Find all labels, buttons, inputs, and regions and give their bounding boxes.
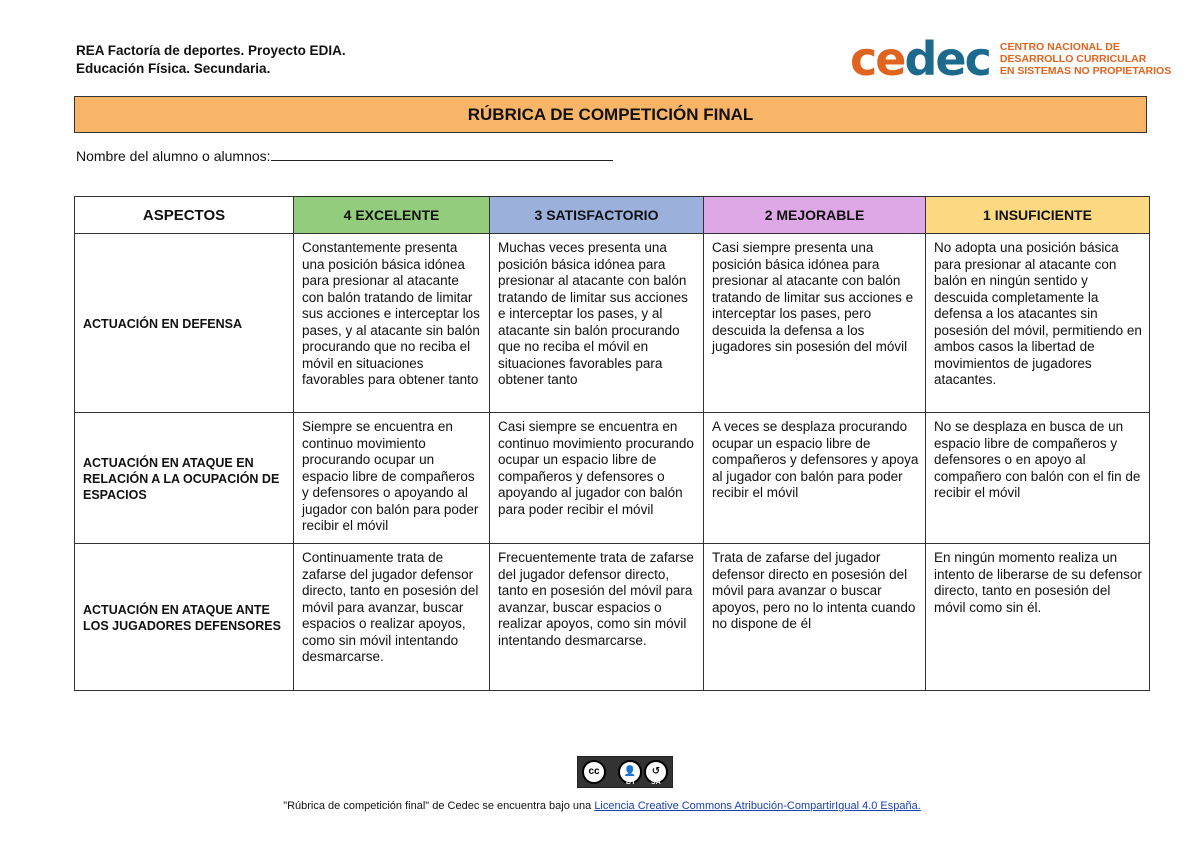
student-name-field	[76, 147, 613, 164]
criteria-cell-1: No adopta una posición básica para presionar al atacante con balón en ningún sentido y descuida completamente la defensa a los atacantes sin posesión del móvil, permitiendo en ambos casos la libertad de movimientos de jugadores atacantes.	[926, 234, 1150, 413]
header-mejorable: 2 MEJORABLE	[704, 197, 926, 234]
document-header	[76, 42, 346, 78]
criteria-cell-3: Casi siempre se encuentra en continuo movimiento procurando ocupar un espacio libre de compañeros y defensores o apoyando al jugador con balón para poder recibir el móvil	[490, 413, 704, 544]
criteria-cell-1: En ningún momento realiza un intento de liberarse de su defensor directo, tanto en posesión del móvil como sin él.	[926, 544, 1150, 691]
rubric-row-ataque-defensores	[75, 544, 1150, 691]
aspect-cell: ACTUACIÓN EN DEFENSA	[75, 234, 294, 413]
header-line-2: Educación Física. Secundaria.	[76, 61, 271, 76]
logo-sub-line-2: DESARROLLO CURRICULAR	[999, 53, 1147, 65]
header-insuficiente: 1 INSUFICIENTE	[926, 197, 1150, 234]
cedec-logo-word	[850, 34, 990, 84]
cedec-logo	[850, 34, 1171, 84]
criteria-cell-2: Casi siempre presenta una posición básica idónea para presionar al atacante con balón tratando de limitar sus acciones e interceptar los pases, pero descuida la defensa a los jugadores sin posesión del móvil	[704, 234, 926, 413]
aspect-cell: ACTUACIÓN EN ATAQUE ANTE LOS JUGADORES DEFENSORES	[75, 544, 294, 691]
aspect-cell: ACTUACIÓN EN ATAQUE EN RELACIÓN A LA OCUPACIÓN DE ESPACIOS	[75, 413, 294, 544]
cedec-logo-subtitle	[1000, 41, 1171, 77]
logo-word-part-1: ce	[850, 32, 905, 86]
rubric-row-ocupacion-espacios	[75, 413, 1150, 544]
criteria-cell-2: A veces se desplaza procurando ocupar un espacio libre de compañeros y defensores y apoya al jugador con balón para poder recibir el móvil	[704, 413, 926, 544]
criteria-cell-3: Muchas veces presenta una posición básica idónea para presionar al atacante con balón tratando de limitar sus acciones e interceptar los pases, y al atacante sin balón procurando que no reciba el móvil en situaciones favorables para obtener tanto	[490, 234, 704, 413]
badge-sa-label: SA	[651, 779, 661, 786]
license-text: "Rúbrica de competición final" de Cedec se encuentra bajo una	[283, 800, 595, 812]
badge-by-label: BY	[626, 779, 636, 786]
license-link[interactable]: Licencia Creative Commons Atribución-CompartirIgual 4.0 España.	[594, 800, 921, 812]
student-name-blank-line	[271, 147, 613, 161]
share-alike-icon: ↺	[644, 760, 668, 784]
rubric-table	[74, 196, 1150, 691]
rubric-header-row	[75, 197, 1150, 234]
logo-sub-line-1: CENTRO NACIONAL DE	[999, 41, 1120, 53]
cc-by-sa-badge	[577, 756, 673, 788]
header-excelente: 4 EXCELENTE	[294, 197, 490, 234]
header-aspects: ASPECTOS	[75, 197, 294, 234]
logo-sub-line-3: EN SISTEMAS NO PROPIETARIOS	[999, 65, 1172, 77]
criteria-cell-2: Trata de zafarse del jugador defensor directo en posesión del móvil para avanzar o buscar apoyos, pero no lo intenta cuando no dispone de él	[704, 544, 926, 691]
cc-icon: cc	[582, 760, 606, 784]
attribution-icon: 👤	[618, 760, 642, 784]
rubric-row-defensa	[75, 234, 1150, 413]
logo-word-part-2: dec	[904, 32, 990, 86]
page-title: RÚBRICA DE COMPETICIÓN FINAL	[74, 96, 1147, 133]
student-name-label: Nombre del alumno o alumnos:	[76, 148, 271, 164]
criteria-cell-1: No se desplaza en busca de un espacio libre de compañeros y defensores o en apoyo al compañero con balón con el fin de recibir el móvil	[926, 413, 1150, 544]
criteria-cell-4: Constantemente presenta una posición básica idónea para presionar al atacante con balón tratando de limitar sus acciones e interceptar los pases, y al atacante sin balón procurando que no reciba el móvil en situaciones favorables para obtener tanto	[294, 234, 490, 413]
criteria-cell-4: Siempre se encuentra en continuo movimiento procurando ocupar un espacio libre de compañeros y defensores o apoyando al jugador con balón para poder recibir el móvil	[294, 413, 490, 544]
criteria-cell-4: Continuamente trata de zafarse del jugador defensor directo, tanto en posesión del móvil para avanzar, buscar espacios o realizar apoyos, como sin móvil intentando desmarcarse.	[294, 544, 490, 691]
header-satisfactorio: 3 SATISFACTORIO	[490, 197, 704, 234]
criteria-cell-3: Frecuentemente trata de zafarse del jugador defensor directo, tanto en posesión del móvil para avanzar, buscar espacios o realizar apoyos, como sin móvil intentando desmarcarse.	[490, 544, 704, 691]
license-footer	[0, 800, 1204, 812]
header-line-1: REA Factoría de deportes. Proyecto EDIA.	[76, 43, 346, 58]
